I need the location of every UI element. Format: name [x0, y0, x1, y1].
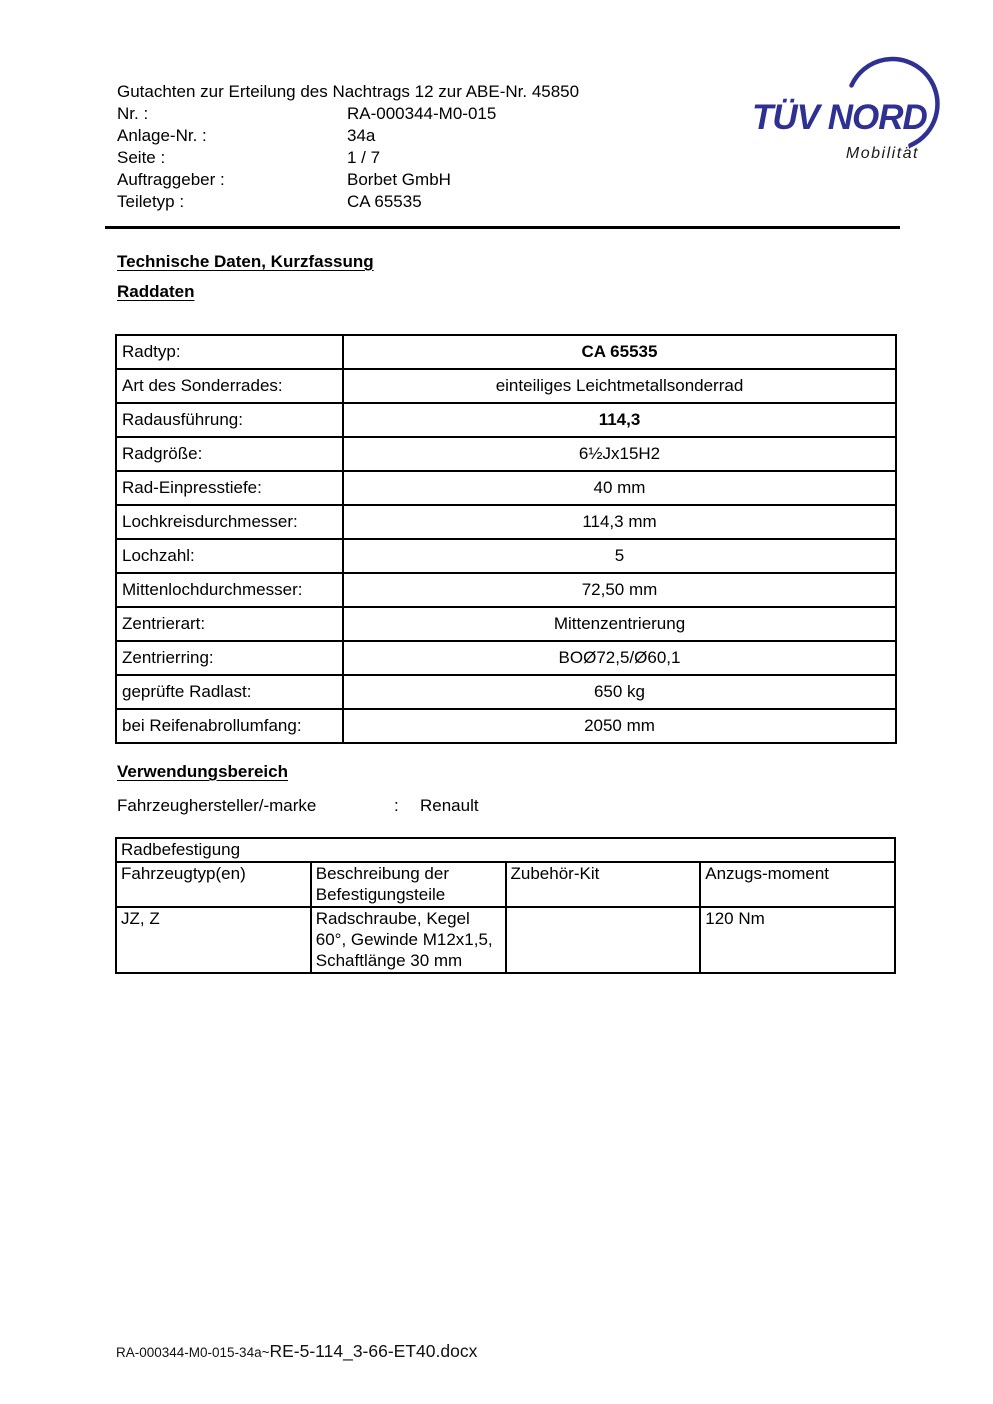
section-heading-verwendungsbereich: Verwendungsbereich: [117, 762, 288, 781]
table-row: [116, 505, 896, 539]
table-row: [116, 471, 896, 505]
row-value: 650 kg: [343, 675, 896, 709]
row-value: 5: [343, 539, 896, 573]
cell-anzugsmoment: 120 Nm: [700, 907, 895, 973]
row-label: bei Reifenabrollumfang:: [116, 709, 343, 743]
table-row: [116, 641, 896, 675]
table-row: [116, 573, 896, 607]
table-row: [116, 675, 896, 709]
field-value: Borbet GmbH: [347, 170, 451, 189]
header-field-teiletyp: [117, 191, 737, 213]
radbefestigung-title: Radbefestigung: [116, 838, 895, 862]
header-field-seite: [117, 147, 737, 169]
row-value: Mittenzentrierung: [343, 607, 896, 641]
manufacturer-value: Renault: [420, 796, 479, 815]
header-field-anlage: [117, 125, 737, 147]
field-label: Anlage-Nr. :: [117, 126, 207, 145]
table-row: [116, 709, 896, 743]
cell-beschreibung: Radschraube, Kegel 60°, Gewinde M12x1,5, Schaftlänge 30 mm: [311, 907, 506, 973]
table-row: [116, 403, 896, 437]
table-row: [116, 437, 896, 471]
row-value: 2050 mm: [343, 709, 896, 743]
tuv-nord-logo: [742, 50, 957, 175]
table-row: [116, 335, 896, 369]
manufacturer-separator: :: [394, 796, 399, 815]
table-row: [116, 369, 896, 403]
cell-fahrzeugtyp: JZ, Z: [116, 907, 311, 973]
row-value: 6½Jx15H2: [343, 437, 896, 471]
raddaten-table: [115, 334, 897, 744]
header-field-auftraggeber: [117, 169, 737, 191]
row-value: 40 mm: [343, 471, 896, 505]
row-label: Lochzahl:: [116, 539, 343, 573]
section-heading-technische-daten: Technische Daten, Kurzfassung: [117, 252, 374, 271]
row-label: Mittenlochdurchmesser:: [116, 573, 343, 607]
row-label: Radausführung:: [116, 403, 343, 437]
row-value: einteiliges Leichtmetallsonderrad: [343, 369, 896, 403]
column-header-anzugsmoment: Anzugs-moment: [700, 862, 895, 907]
table-header-row: [116, 862, 895, 907]
field-label: Seite :: [117, 148, 166, 167]
footer-filename: [116, 1341, 477, 1362]
row-label: Zentrierring:: [116, 641, 343, 675]
field-value: RA-000344-M0-015: [347, 104, 497, 123]
row-label: Lochkreisdurchmesser:: [116, 505, 343, 539]
footer-filename-prefix: RA-000344-M0-015-34a~: [116, 1345, 270, 1360]
header-divider-line: [105, 226, 900, 229]
row-label: Radtyp:: [116, 335, 343, 369]
radbefestigung-table: [115, 837, 896, 974]
manufacturer-label: Fahrzeughersteller/-marke: [117, 796, 317, 815]
row-label: Zentrierart:: [116, 607, 343, 641]
column-header-zubehoer-kit: Zubehör-Kit: [506, 862, 701, 907]
section-heading-raddaten: Raddaten: [117, 282, 195, 301]
table-row: [116, 539, 896, 573]
table-row: [116, 607, 896, 641]
column-header-beschreibung: Beschreibung der Befestigungsteile: [311, 862, 506, 907]
row-value: BOØ72,5/Ø60,1: [343, 641, 896, 675]
field-label: Auftraggeber :: [117, 170, 225, 189]
field-value: CA 65535: [347, 192, 422, 211]
field-label: Nr. :: [117, 104, 149, 123]
row-value: 72,50 mm: [343, 573, 896, 607]
table-row: [116, 907, 895, 973]
row-label: Radgröße:: [116, 437, 343, 471]
header-field-nr: [117, 103, 737, 125]
row-label: Art des Sonderrades:: [116, 369, 343, 403]
row-value: 114,3 mm: [343, 505, 896, 539]
row-label: geprüfte Radlast:: [116, 675, 343, 709]
table-title-row: [116, 838, 895, 862]
row-value: CA 65535: [343, 335, 896, 369]
cell-zubehoer-kit: [506, 907, 701, 973]
document-header: [117, 81, 737, 213]
field-value: 34a: [347, 126, 376, 145]
field-value: 1 / 7: [347, 148, 381, 167]
column-header-fahrzeugtyp: Fahrzeugtyp(en): [116, 862, 311, 907]
manufacturer-line: [117, 795, 479, 817]
logo-brand-text: TÜV NORD: [752, 98, 927, 137]
document-title: Gutachten zur Erteilung des Nachtrags 12 zur ABE-Nr. 45850: [117, 82, 580, 101]
row-value: 114,3: [343, 403, 896, 437]
footer-filename-main: RE-5-114_3-66-ET40.docx: [269, 1341, 478, 1361]
field-label: Teiletyp :: [117, 192, 185, 211]
row-label: Rad-Einpresstiefe:: [116, 471, 343, 505]
logo-tagline-text: Mobilität: [845, 145, 919, 162]
